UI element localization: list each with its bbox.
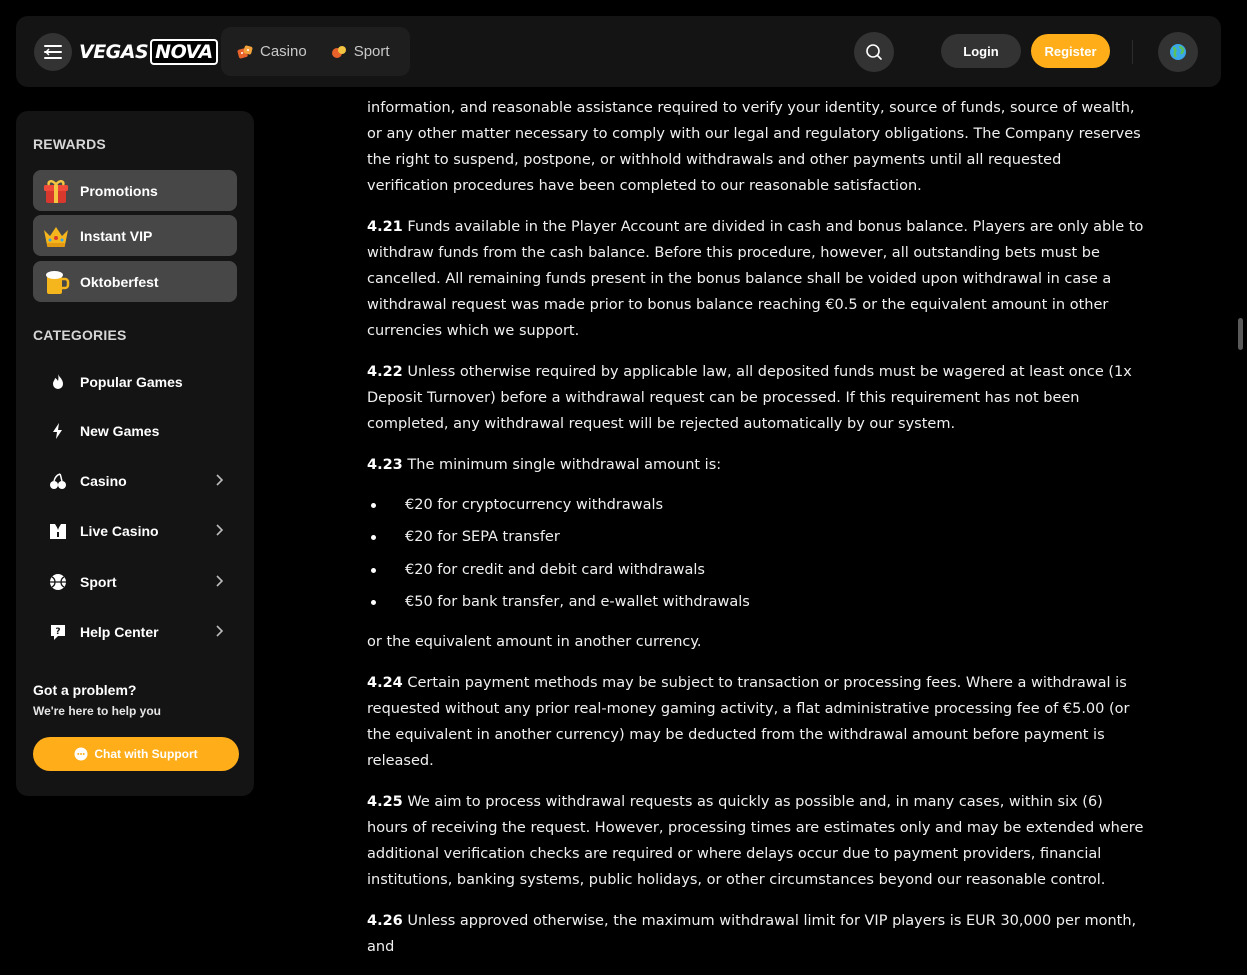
sidebar-item-help-center[interactable]: ? Help Center (33, 614, 237, 650)
cherries-icon (47, 470, 69, 492)
fire-icon (47, 371, 69, 393)
language-button[interactable] (1158, 32, 1198, 72)
lightning-icon (47, 420, 69, 442)
help-icon (47, 621, 69, 643)
hamburger-menu-icon (43, 44, 63, 60)
beer-icon (40, 266, 72, 298)
chevron-right-icon (215, 474, 223, 486)
sidebar-item-popular-games[interactable]: Popular Games (33, 364, 237, 400)
list-item: €20 for SEPA transfer (367, 521, 1147, 553)
sidebar-item-new-games[interactable]: New Games (33, 413, 237, 449)
withdrawal-minimums-list (367, 489, 1147, 618)
paragraph-4-23: 4.23 The minimum single withdrawal amount is: (367, 457, 722, 473)
top-header (16, 16, 1221, 87)
paragraph-4-25: 4.25 We aim to process withdrawal requests as quickly as possible and, in many cases, within six (6) hours of receiving the request. However, processing times are estimates only and may be extended where additional verification checks are required or where delays occur due to payment providers, financial institutions, banking systems, public holidays, or other circumstances beyond our reasonable control. (367, 794, 1144, 889)
crown-icon (40, 220, 72, 252)
categories-heading: CATEGORIES (33, 327, 127, 343)
list-item: €20 for credit and debit card withdrawals (367, 554, 1147, 586)
search-button[interactable] (854, 32, 894, 72)
sidebar-item-live-casino[interactable]: Live Casino (33, 513, 237, 549)
sidebar-item-instant-vip[interactable]: Instant VIP (33, 215, 237, 256)
paragraph-after-list: or the equivalent amount in another currency. (367, 634, 702, 651)
paragraph-4-24: 4.24 Certain payment methods may be subject to transaction or processing fees. Where a withdrawal is requested without any prior real-money gaming activity, a flat administrative processing fee of €5.00 (or the equivalent in another currency) may be deducted from the withdrawal amount before payment is released. (367, 675, 1130, 770)
sidebar-item-promotions[interactable]: Promotions (33, 170, 237, 211)
sidebar-item-sport[interactable]: Sport (33, 564, 237, 600)
list-item: €20 for cryptocurrency withdrawals (367, 489, 1147, 521)
chevron-right-icon (215, 575, 223, 587)
paragraph-4-21: 4.21 Funds available in the Player Account are divided in cash and bonus balance. Players are only able to withdraw funds from the cash balance. Before this procedure, however, all outstanding bets must be cancelled. All remaining funds present in the bonus balance shall be voided upon withdrawal in case a withdrawal request was made prior to bonus balance reaching €0.5 or the equivalent amount in other currencies which we support. (367, 219, 1144, 339)
gift-icon (40, 175, 72, 207)
rewards-heading: REWARDS (33, 136, 106, 152)
scrollbar-thumb[interactable] (1238, 318, 1243, 350)
vegasnova-logo[interactable]: VEGAS NOVA (79, 38, 218, 66)
sidebar (16, 111, 254, 796)
terms-content (367, 70, 1147, 975)
problem-subtitle: We're here to help you (33, 704, 161, 718)
paragraph-4-26: 4.26 Unless approved otherwise, the maximum withdrawal limit for VIP players is EUR 30,000 per month, and (367, 913, 1137, 956)
sidebar-item-oktoberfest[interactable]: Oktoberfest (33, 261, 237, 302)
dealer-icon (47, 520, 69, 542)
login-button[interactable]: Login (941, 34, 1021, 68)
dice-icon (237, 44, 253, 60)
chat-bubble-icon (74, 747, 88, 761)
register-button[interactable]: Register (1031, 34, 1110, 68)
globe-icon (1169, 43, 1187, 61)
main-nav (221, 27, 410, 76)
search-icon (865, 43, 883, 61)
chevron-right-icon (215, 524, 223, 536)
menu-button[interactable] (34, 33, 72, 71)
paragraph-4-22: 4.22 Unless otherwise required by applicable law, all deposited funds must be wagered at least once (1x Deposit Turnover) before a withdrawal request can be processed. If this requirement has not been completed, any withdrawal request will be rejected automatically by our system. (367, 364, 1132, 432)
svg-text:?: ? (55, 627, 61, 637)
list-item: €50 for bank transfer, and e-wallet withdrawals (367, 586, 1147, 618)
nav-sport[interactable]: Sport (331, 43, 390, 60)
paragraph-4-20-tail: information, and reasonable assistance required to verify your identity, source of funds, source of wealth, or any other matter necessary to comply with our legal and regulatory obligations. The Company reserves the right to suspend, postpone, or withhold withdrawals and other payments until all requested verification procedures have been completed to our reasonable satisfaction. (367, 100, 1141, 194)
ball-icon (331, 44, 347, 60)
sport-ball-icon (47, 571, 69, 593)
chevron-right-icon (215, 625, 223, 637)
sidebar-item-casino[interactable]: Casino (33, 463, 237, 499)
header-divider (1132, 40, 1133, 64)
problem-title: Got a problem? (33, 682, 137, 698)
chat-support-button[interactable]: Chat with Support (33, 737, 239, 771)
nav-casino[interactable]: Casino (237, 43, 307, 60)
